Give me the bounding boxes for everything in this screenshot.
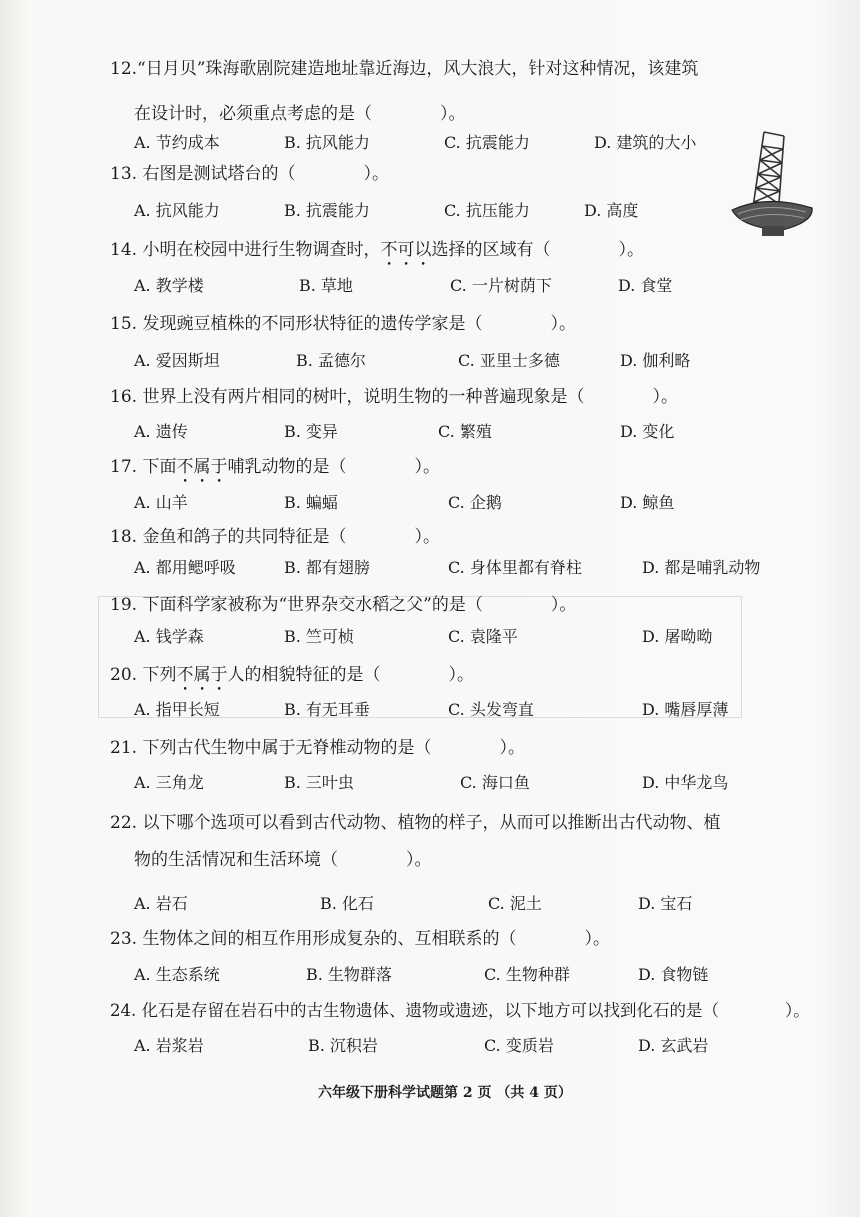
- question-24-option-d: D. 玄武岩: [638, 1036, 709, 1055]
- question-24-text: 24. 化石是存留在岩石中的古生物遗体、遗物或遗迹，以下地方可以找到化石的是（ ）。: [110, 1001, 810, 1020]
- question-15-option-b: B. 孟德尔: [296, 351, 366, 370]
- question-12-text: 12.“日月贝”珠海歌剧院建造地址靠近海边，风大浪大，针对这种情况，该建筑: [110, 59, 699, 79]
- question-18-option-b: B. 都有翅膀: [284, 558, 370, 577]
- question-22-option-c: C. 泥土: [488, 894, 542, 913]
- question-24-option-a: A. 岩浆岩: [134, 1036, 204, 1055]
- question-17-option-c: C. 企鹅: [448, 493, 502, 512]
- question-13-option-b: B. 抗震能力: [284, 201, 370, 220]
- question-12-option-a: A. 节约成本: [134, 133, 220, 152]
- question-17-option-a: A. 山羊: [134, 493, 188, 512]
- question-18-option-a: A. 都用鳃呼吸: [134, 558, 236, 577]
- question-16-option-a: A. 遗传: [134, 422, 188, 441]
- question-17-text-post: 哺乳动物的是（ ）。: [227, 457, 440, 477]
- question-13-option-c: C. 抗压能力: [444, 201, 530, 220]
- question-12-option-d: D. 建筑的大小: [594, 133, 697, 152]
- question-17-text: [110, 456, 440, 487]
- question-16-option-d: D. 变化: [620, 422, 675, 441]
- question-22-option-a: A. 岩石: [134, 894, 188, 913]
- question-17-text-pre: 17. 下面: [110, 457, 177, 477]
- question-14-option-c: C. 一片树荫下: [450, 276, 552, 295]
- question-14-text-pre: 14. 小明在校园中进行生物调查时，: [110, 240, 381, 260]
- question-23-option-a: A. 生态系统: [134, 965, 220, 984]
- question-12-text-cont: 在设计时，必须重点考虑的是（ ）。: [134, 104, 466, 124]
- question-12-option-b: B. 抗风能力: [284, 133, 370, 152]
- question-22-text-cont: 物的生活情况和生活环境（ ）。: [134, 850, 432, 870]
- question-21-text: 21. 下列古代生物中属于无脊椎动物的是（ ）。: [110, 738, 525, 758]
- tower-test-illustration: [722, 122, 822, 242]
- question-20-option-d: D. 嘴唇厚薄: [642, 700, 729, 719]
- question-22-option-b: B. 化石: [320, 894, 374, 913]
- question-19-option-c: C. 袁隆平: [448, 627, 518, 646]
- question-14-option-d: D. 食堂: [618, 276, 673, 295]
- question-17-emphasis: 不属于: [176, 457, 228, 477]
- question-13-option-a: A. 抗风能力: [134, 201, 220, 220]
- question-20-text-post: 人的相貌特征的是（ ）。: [227, 665, 474, 685]
- question-21-option-a: A. 三角龙: [134, 773, 204, 792]
- question-20-emphasis: 不属于: [176, 665, 228, 685]
- page-footer: 六年级下册科学试题第 2 页 （共 4 页）: [318, 1085, 572, 1101]
- question-14-emphasis: 不可以: [380, 240, 432, 260]
- question-18-option-d: D. 都是哺乳动物: [642, 558, 761, 577]
- question-20-text: [110, 664, 474, 695]
- question-23-option-d: D. 食物链: [638, 965, 709, 984]
- question-22-option-d: D. 宝石: [638, 894, 693, 913]
- question-15-option-a: A. 爱因斯坦: [134, 351, 220, 370]
- question-14-option-a: A. 教学楼: [134, 276, 204, 295]
- question-21-option-b: B. 三叶虫: [284, 773, 354, 792]
- question-23-option-b: B. 生物群落: [306, 965, 392, 984]
- question-23-text: 23. 生物体之间的相互作用形成复杂的、互相联系的（ ）。: [110, 929, 610, 949]
- question-21-option-d: D. 中华龙鸟: [642, 773, 729, 792]
- question-18-option-c: C. 身体里都有脊柱: [448, 558, 582, 577]
- question-20-option-c: C. 头发弯直: [448, 700, 534, 719]
- question-14-text-post: 选择的区域有（ ）。: [431, 240, 644, 260]
- question-15-text: 15. 发现豌豆植株的不同形状特征的遗传学家是（ ）。: [110, 314, 576, 334]
- question-23-option-c: C. 生物种群: [484, 965, 570, 984]
- question-17-option-b: B. 蝙蝠: [284, 493, 338, 512]
- question-16-option-c: C. 繁殖: [438, 422, 492, 441]
- question-15-option-c: C. 亚里士多德: [458, 351, 560, 370]
- question-16-option-b: B. 变异: [284, 422, 338, 441]
- question-19-text: 19. 下面科学家被称为“世界杂交水稻之父”的是（ ）。: [110, 595, 577, 615]
- question-20-text-pre: 20. 下列: [110, 665, 177, 685]
- question-13-text: 13. 右图是测试塔台的（ ）。: [110, 164, 389, 184]
- question-13-option-d: D. 高度: [584, 201, 639, 220]
- question-19-option-b: B. 竺可桢: [284, 627, 354, 646]
- question-12-option-c: C. 抗震能力: [444, 133, 530, 152]
- question-20-option-b: B. 有无耳垂: [284, 700, 370, 719]
- question-15-option-d: D. 伽利略: [620, 351, 691, 370]
- question-19-option-d: D. 屠呦呦: [642, 627, 713, 646]
- question-16-text: 16. 世界上没有两片相同的树叶，说明生物的一种普遍现象是（ ）。: [110, 387, 678, 407]
- question-17-option-d: D. 鲸鱼: [620, 493, 675, 512]
- question-24-option-c: C. 变质岩: [484, 1036, 554, 1055]
- question-14-option-b: B. 草地: [299, 276, 353, 295]
- question-24-option-b: B. 沉积岩: [308, 1036, 378, 1055]
- question-22-text: 22. 以下哪个选项可以看到古代动物、植物的样子，从而可以推断出古代动物、植: [110, 813, 721, 833]
- question-20-option-a: A. 指甲长短: [134, 700, 220, 719]
- question-19-option-a: A. 钱学森: [134, 627, 204, 646]
- question-18-text: 18. 金鱼和鸽子的共同特征是（ ）。: [110, 527, 440, 547]
- question-21-option-c: C. 海口鱼: [460, 773, 530, 792]
- question-14-text: [110, 239, 644, 270]
